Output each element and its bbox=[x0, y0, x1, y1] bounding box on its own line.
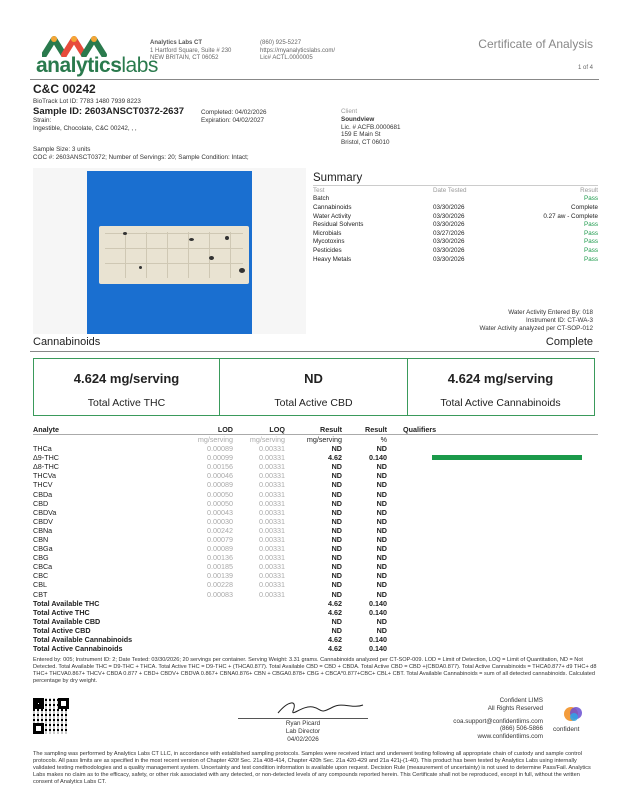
analyte-result-mg: ND bbox=[331, 534, 342, 544]
expiration-date: Expiration: 04/02/2027 bbox=[201, 117, 265, 124]
lab-contact-block bbox=[260, 40, 335, 63]
analyte-result-pct: ND bbox=[376, 444, 387, 454]
analyte-lod: 0.00228 bbox=[207, 580, 233, 590]
signer-title: Lab Director bbox=[285, 727, 321, 735]
lims-web[interactable]: www.confidentlims.com bbox=[477, 733, 543, 741]
analyte-result-mg: ND bbox=[331, 507, 342, 517]
summary-header-test: Test bbox=[313, 186, 325, 194]
completed-date: Completed: 04/02/2026 bbox=[201, 109, 267, 116]
analyte-lod: 0.00050 bbox=[207, 498, 233, 508]
totals-box bbox=[33, 358, 595, 416]
analyte-lod: 0.00089 bbox=[207, 480, 233, 490]
cannabinoids-title: Cannabinoids bbox=[33, 336, 101, 348]
analyte-result-pct: ND bbox=[376, 571, 387, 581]
analyte-row bbox=[33, 453, 598, 462]
lims-block bbox=[453, 697, 543, 741]
header-divider bbox=[30, 79, 599, 80]
analyte-loq: 0.00331 bbox=[259, 444, 285, 454]
analyte-lod: 0.00099 bbox=[207, 453, 233, 463]
signature-block bbox=[238, 720, 368, 743]
analyte-row bbox=[33, 553, 598, 562]
analyte-qualifier bbox=[387, 471, 598, 480]
analyte-name: CBL bbox=[33, 580, 47, 590]
summary-test: Cannabinoids bbox=[313, 203, 352, 211]
analyte-qualifier bbox=[387, 526, 598, 535]
summary-result: Pass bbox=[584, 246, 598, 254]
summary-date: 03/27/2026 bbox=[433, 229, 465, 237]
lab-license: Lic# ACTL.0000005 bbox=[260, 55, 313, 61]
analyte-name: CBNa bbox=[33, 525, 53, 535]
analyte-name: CBDVa bbox=[33, 507, 57, 517]
analyte-result-mg: ND bbox=[331, 580, 342, 590]
analyte-result-pct: ND bbox=[376, 471, 387, 481]
summary-result: Pass bbox=[584, 221, 598, 229]
analyte-row bbox=[33, 471, 598, 480]
total-row bbox=[33, 617, 598, 626]
summary-test: Batch bbox=[313, 195, 330, 203]
analyte-qualifier bbox=[387, 517, 598, 526]
analyte-qualifier bbox=[387, 580, 598, 589]
summary-table bbox=[313, 186, 598, 263]
total-row bbox=[33, 644, 598, 653]
summary-date: 03/30/2026 bbox=[433, 221, 465, 229]
page-number: 1 of 4 bbox=[577, 65, 593, 71]
lab-phone: (860) 925-5227 bbox=[260, 40, 302, 46]
analyte-result-pct: ND bbox=[376, 534, 387, 544]
analyte-loq: 0.00331 bbox=[259, 507, 285, 517]
signature-date: 04/02/2026 bbox=[287, 735, 319, 743]
summary-date bbox=[433, 195, 513, 204]
summary-date: 03/30/2026 bbox=[433, 212, 465, 220]
analyte-row bbox=[33, 562, 598, 571]
wa-instrument: Instrument ID: CT-WA-3 bbox=[526, 316, 593, 324]
analyte-result-pct: ND bbox=[376, 589, 387, 599]
analyte-result-pct: 0.140 bbox=[369, 453, 387, 463]
client-city: Bristol, CT 06010 bbox=[341, 139, 390, 147]
summary-test: Mycotoxins bbox=[313, 238, 345, 246]
analyte-row bbox=[33, 526, 598, 535]
total-row bbox=[33, 635, 598, 644]
col-lod: LOD bbox=[217, 425, 233, 434]
total-row bbox=[33, 599, 598, 608]
summary-row bbox=[313, 203, 598, 212]
analyte-result-pct: ND bbox=[376, 489, 387, 499]
summary-date: 03/30/2026 bbox=[433, 255, 465, 263]
lims-email[interactable]: coa.support@confidentlims.com bbox=[453, 717, 543, 725]
summary-result: 0.27 aw - Complete bbox=[543, 212, 598, 220]
confident-logo bbox=[553, 704, 593, 738]
analyte-result-pct: ND bbox=[376, 507, 387, 517]
total-result-mg: 4.62 bbox=[328, 644, 342, 654]
analyte-qualifier bbox=[387, 508, 598, 517]
analyte-row bbox=[33, 590, 598, 599]
lab-address-line2: NEW BRITAIN, CT 06052 bbox=[150, 55, 219, 61]
summary-date: 03/30/2026 bbox=[433, 246, 465, 254]
analyte-result-mg: ND bbox=[331, 462, 342, 472]
analyte-lod: 0.00185 bbox=[207, 562, 233, 572]
analyte-qualifier bbox=[387, 553, 598, 562]
col-result-pct: Result bbox=[365, 425, 387, 434]
lab-address-block bbox=[150, 40, 231, 63]
analyte-lod: 0.00030 bbox=[207, 516, 233, 526]
total-active-cannabinoids-cell bbox=[408, 359, 593, 415]
logo-word-analytics: analytics bbox=[36, 54, 122, 77]
strain-label: Strain: bbox=[33, 117, 52, 124]
total-name: Total Active THC bbox=[33, 607, 90, 617]
total-active-cbd-value: ND bbox=[304, 371, 323, 386]
analyte-loq: 0.00331 bbox=[259, 571, 285, 581]
analyte-lod: 0.00089 bbox=[207, 444, 233, 454]
summary-date: 03/30/2026 bbox=[433, 203, 465, 211]
summary-row bbox=[313, 229, 598, 238]
analyte-result-pct: ND bbox=[376, 516, 387, 526]
analyte-result-mg: ND bbox=[331, 471, 342, 481]
analyte-lod: 0.00043 bbox=[207, 507, 233, 517]
analyte-row bbox=[33, 508, 598, 517]
col-analyte: Analyte bbox=[33, 425, 59, 434]
analyte-name: THCa bbox=[33, 444, 52, 454]
wa-method: Water Activity analyzed per CT-SOP-012 bbox=[479, 324, 593, 332]
analyte-loq: 0.00331 bbox=[259, 471, 285, 481]
analyte-lod: 0.00046 bbox=[207, 471, 233, 481]
summary-test: Heavy Metals bbox=[313, 255, 352, 263]
summary-date: 03/30/2026 bbox=[433, 238, 465, 246]
client-license: Lic. # ACFB.0000681 bbox=[341, 123, 401, 131]
analyte-row bbox=[33, 580, 598, 589]
wa-entered-by: Water Activity Entered By: 018 bbox=[508, 309, 593, 316]
signature-image bbox=[238, 697, 368, 719]
summary-result: Complete bbox=[571, 203, 598, 211]
cannabinoid-footnote: Entered by: 005; Instrument ID: 2; Date Tested: 03/30/2026; 20 servings per container. Serving Weight: 3.31 grams. Cannabinoids analyzed per CT-SOP-009. LOD = Limit of Detection, LOQ = Limit of Quantitation, ND = Not Detected. Total Available THC = D9-THC + THCA. Total Active THC = D9-THC + (THCA0.877). Total Available CBD = CBD + CBDA. Total Active CBD = CBD +(CBDA0.877). Total Active Cannabinoids = THCA0.877+ d9 THC+ d8 THC+ THCVA0.867+ THCV+ CBDA 0.877 + CBD+ CBDV+ CBDVA 0.867+ CBNA0.876+ CBN + CBGA0.878+ CBG + CBCA*0.877+CBC+ CBL+ CBT. Total Available Cannabinoids = sum of all detected cannabinoids. Calculated percentage by dry weight. bbox=[33, 657, 597, 684]
analyte-lod: 0.00083 bbox=[207, 589, 233, 599]
analyte-loq: 0.00331 bbox=[259, 589, 285, 599]
analyte-loq: 0.00331 bbox=[259, 580, 285, 590]
lab-website[interactable]: https://myanalyticslabs.com/ bbox=[260, 47, 336, 54]
sample-name: C&C 00242 bbox=[33, 82, 96, 96]
analyte-result-mg: ND bbox=[331, 553, 342, 563]
summary-test: Water Activity bbox=[313, 212, 351, 220]
analyte-lod: 0.00089 bbox=[207, 544, 233, 554]
analyte-result-mg: ND bbox=[331, 498, 342, 508]
analyte-loq: 0.00331 bbox=[259, 544, 285, 554]
analyte-row bbox=[33, 499, 598, 508]
analyte-name: CBT bbox=[33, 589, 48, 599]
analyte-qualifier bbox=[387, 462, 598, 471]
client-block bbox=[341, 108, 401, 147]
total-result-pct: ND bbox=[376, 625, 387, 635]
analyte-name: CBCa bbox=[33, 562, 53, 572]
summary-result: Pass bbox=[584, 229, 598, 237]
summary-row bbox=[313, 212, 598, 221]
analyte-result-pct: ND bbox=[376, 462, 387, 472]
analyte-result-mg: ND bbox=[331, 516, 342, 526]
analyte-loq: 0.00331 bbox=[259, 489, 285, 499]
summary-header-date: Date Tested bbox=[433, 186, 467, 194]
analyte-qualifier bbox=[387, 453, 598, 462]
summary-row bbox=[313, 220, 598, 229]
total-result-pct: 0.140 bbox=[369, 607, 387, 617]
analyte-qualifier bbox=[387, 544, 598, 553]
sample-photo bbox=[33, 168, 306, 334]
analyte-qualifier bbox=[387, 562, 598, 571]
client-label: Client bbox=[341, 108, 358, 115]
analyte-row bbox=[33, 517, 598, 526]
analyte-loq: 0.00331 bbox=[259, 525, 285, 535]
analyte-name: CBDV bbox=[33, 516, 53, 526]
total-result-mg: 4.62 bbox=[328, 598, 342, 608]
analyte-row bbox=[33, 535, 598, 544]
analyte-result-mg: ND bbox=[331, 489, 342, 499]
analyte-row bbox=[33, 480, 598, 489]
analyte-qualifier bbox=[387, 444, 598, 453]
analyte-result-pct: ND bbox=[376, 562, 387, 572]
strain-value: Ingestible, Chocolate, C&C 00242, , , bbox=[33, 125, 137, 132]
analyte-result-pct: ND bbox=[376, 480, 387, 490]
analyte-name: Δ8-THC bbox=[33, 462, 59, 472]
lab-address-line1: 1 Hartford Square, Suite # 230 bbox=[150, 47, 232, 54]
analyte-name: CBD bbox=[33, 498, 49, 508]
total-row bbox=[33, 626, 598, 635]
total-name: Total Active CBD bbox=[33, 625, 91, 635]
chocolate-bar-image bbox=[99, 226, 249, 284]
summary-row bbox=[313, 255, 598, 264]
analyte-name: CBN bbox=[33, 534, 49, 544]
total-result-mg: 4.62 bbox=[328, 607, 342, 617]
lims-rights: All Rights Reserved bbox=[487, 704, 543, 712]
analyte-result-mg: ND bbox=[331, 480, 342, 490]
coc-info: COC #: 2603ANSCT0372; Number of Servings: 20; Sample Condition: Intact; bbox=[33, 154, 249, 161]
unit-lod: mg/serving bbox=[197, 435, 233, 444]
total-result-mg: 4.62 bbox=[328, 635, 342, 645]
qualifier-bar bbox=[432, 455, 582, 460]
summary-row bbox=[313, 246, 598, 255]
lims-phone: (866) 506-5866 bbox=[499, 725, 543, 733]
summary-result: Pass bbox=[584, 195, 598, 203]
analyte-lod: 0.00136 bbox=[207, 553, 233, 563]
analyte-name: THCVa bbox=[33, 471, 57, 481]
summary-header-result: Result bbox=[580, 186, 598, 194]
analyte-loq: 0.00331 bbox=[259, 534, 285, 544]
logo bbox=[36, 33, 158, 77]
total-active-thc-label: Total Active THC bbox=[87, 397, 166, 409]
confident-logo-word: confident bbox=[553, 726, 580, 733]
total-name: Total Available THC bbox=[33, 598, 100, 608]
analyte-result-mg: ND bbox=[331, 562, 342, 572]
col-qualifiers: Qualifiers bbox=[403, 425, 437, 434]
total-row bbox=[33, 608, 598, 617]
photo-background bbox=[87, 171, 252, 334]
analyte-row bbox=[33, 444, 598, 453]
analyte-qualifier bbox=[387, 535, 598, 544]
analyte-loq: 0.00331 bbox=[259, 516, 285, 526]
analyte-result-pct: ND bbox=[376, 525, 387, 535]
doc-title: Certificate of Analysis bbox=[478, 37, 593, 51]
analyte-loq: 0.00331 bbox=[259, 462, 285, 472]
col-loq: LOQ bbox=[269, 425, 285, 434]
total-active-thc-value: 4.624 mg/serving bbox=[73, 371, 180, 386]
lims-title: Confident LIMS bbox=[499, 697, 543, 704]
summary-test: Residual Solvents bbox=[313, 221, 364, 229]
total-result-pct: ND bbox=[376, 616, 387, 626]
summary-result: Pass bbox=[584, 238, 598, 246]
sample-id: Sample ID: 2603ANSCT0372-2637 bbox=[33, 106, 185, 117]
sample-size: Sample Size: 3 units bbox=[33, 146, 91, 153]
disclaimer: The sampling was performed by Analytics Labs CT LLC, in accordance with established sampling protocols. Samples were received intact and underwent testing following all appropriate chain of custody and sample control protocols. All pass limits are as specified in the most recent version of Chapter 420f Sec. 21a 408-414, Chapter 420h Sec. 21a 420-429 and 21a 421j-(1-40). This product has been tested by Analytics Labs using internally validated testing methodologies and a quality management system. Uncertainty and test condition information is available upon request. Decision Rule (measurement of uncertainty) is not used to determine Pass/Fail. Analytics Labs makes no claim as to the efficacy, safety, or other risk associated with any detected, or non-detected levels of any compounds reported herein. This Certificate shall not be reproduced, except in full, without the written consent of Analytics Labs CT. bbox=[33, 751, 591, 785]
analyte-loq: 0.00331 bbox=[259, 480, 285, 490]
cannabinoids-status: Complete bbox=[545, 336, 593, 348]
analyte-qualifier bbox=[387, 571, 598, 580]
analyte-lod: 0.00079 bbox=[207, 534, 233, 544]
summary-title: Summary bbox=[313, 172, 363, 184]
total-active-thc-cell bbox=[34, 359, 220, 415]
summary-row bbox=[313, 238, 598, 247]
total-name: Total Available Cannabinoids bbox=[33, 635, 133, 645]
col-result-mg: Result bbox=[320, 425, 342, 434]
unit-result-mg: mg/serving bbox=[306, 435, 342, 444]
client-street: 159 E Main St bbox=[341, 131, 381, 139]
analyte-name: CBC bbox=[33, 571, 49, 581]
summary-test: Microbials bbox=[313, 229, 342, 237]
analyte-qualifier bbox=[387, 590, 598, 599]
total-result-mg: ND bbox=[331, 625, 342, 635]
summary-result: Pass bbox=[584, 255, 598, 263]
analyte-qualifier bbox=[387, 499, 598, 508]
total-name: Total Active Cannabinoids bbox=[33, 644, 123, 654]
unit-loq: mg/serving bbox=[249, 435, 285, 444]
analyte-result-pct: ND bbox=[376, 544, 387, 554]
total-result-pct: 0.140 bbox=[369, 598, 387, 608]
analyte-row bbox=[33, 489, 598, 498]
analyte-row bbox=[33, 462, 598, 471]
analyte-loq: 0.00331 bbox=[259, 553, 285, 563]
total-result-mg: ND bbox=[331, 616, 342, 626]
biotrack-lot: BioTrack Lot ID: 7783 1480 7939 8223 bbox=[33, 98, 141, 105]
client-name: Soundview bbox=[341, 115, 375, 123]
qr-code bbox=[33, 698, 69, 734]
water-activity-info bbox=[479, 309, 593, 332]
total-result-pct: 0.140 bbox=[369, 635, 387, 645]
signature-line bbox=[238, 718, 368, 719]
summary-test: Pesticides bbox=[313, 246, 342, 254]
analyte-qualifier bbox=[387, 489, 598, 498]
analyte-qualifier bbox=[387, 480, 598, 489]
analyte-loq: 0.00331 bbox=[259, 498, 285, 508]
analyte-result-pct: ND bbox=[376, 580, 387, 590]
analyte-name: CBG bbox=[33, 553, 49, 563]
analyte-name: Δ9-THC bbox=[33, 453, 59, 463]
analyte-name: CBDa bbox=[33, 489, 53, 499]
analyte-lod: 0.00139 bbox=[207, 571, 233, 581]
analyte-result-mg: 4.62 bbox=[328, 453, 342, 463]
unit-result-pct: % bbox=[380, 435, 387, 444]
analyte-name: CBGa bbox=[33, 544, 53, 554]
total-active-cbd-label: Total Active CBD bbox=[274, 397, 353, 409]
analyte-name: THCV bbox=[33, 480, 53, 490]
logo-word-labs: labs bbox=[121, 54, 158, 77]
analyte-result-mg: ND bbox=[331, 544, 342, 554]
signer-name: Ryan Picard bbox=[285, 720, 321, 727]
cannabinoids-divider bbox=[30, 351, 599, 352]
lab-name: Analytics Labs CT bbox=[150, 40, 203, 46]
analyte-result-pct: ND bbox=[376, 553, 387, 563]
analyte-loq: 0.00331 bbox=[259, 453, 285, 463]
analyte-lod: 0.00156 bbox=[207, 462, 233, 472]
summary-row bbox=[313, 195, 598, 204]
analyte-row bbox=[33, 544, 598, 553]
analyte-lod: 0.00242 bbox=[207, 525, 233, 535]
analyte-result-mg: ND bbox=[331, 525, 342, 535]
analyte-result-pct: ND bbox=[376, 498, 387, 508]
analyte-result-mg: ND bbox=[331, 589, 342, 599]
total-active-cbd-cell bbox=[220, 359, 408, 415]
total-active-cannabinoids-value: 4.624 mg/serving bbox=[447, 371, 554, 386]
total-name: Total Available CBD bbox=[33, 616, 101, 626]
total-active-cannabinoids-label: Total Active Cannabinoids bbox=[440, 397, 561, 409]
total-result-pct: 0.140 bbox=[369, 644, 387, 654]
analyte-lod: 0.00050 bbox=[207, 489, 233, 499]
analyte-result-mg: ND bbox=[331, 444, 342, 454]
cannabinoid-table bbox=[33, 425, 598, 653]
confident-logo-icon bbox=[563, 704, 583, 724]
analyte-row bbox=[33, 571, 598, 580]
analyte-result-mg: ND bbox=[331, 571, 342, 581]
analyte-loq: 0.00331 bbox=[259, 562, 285, 572]
